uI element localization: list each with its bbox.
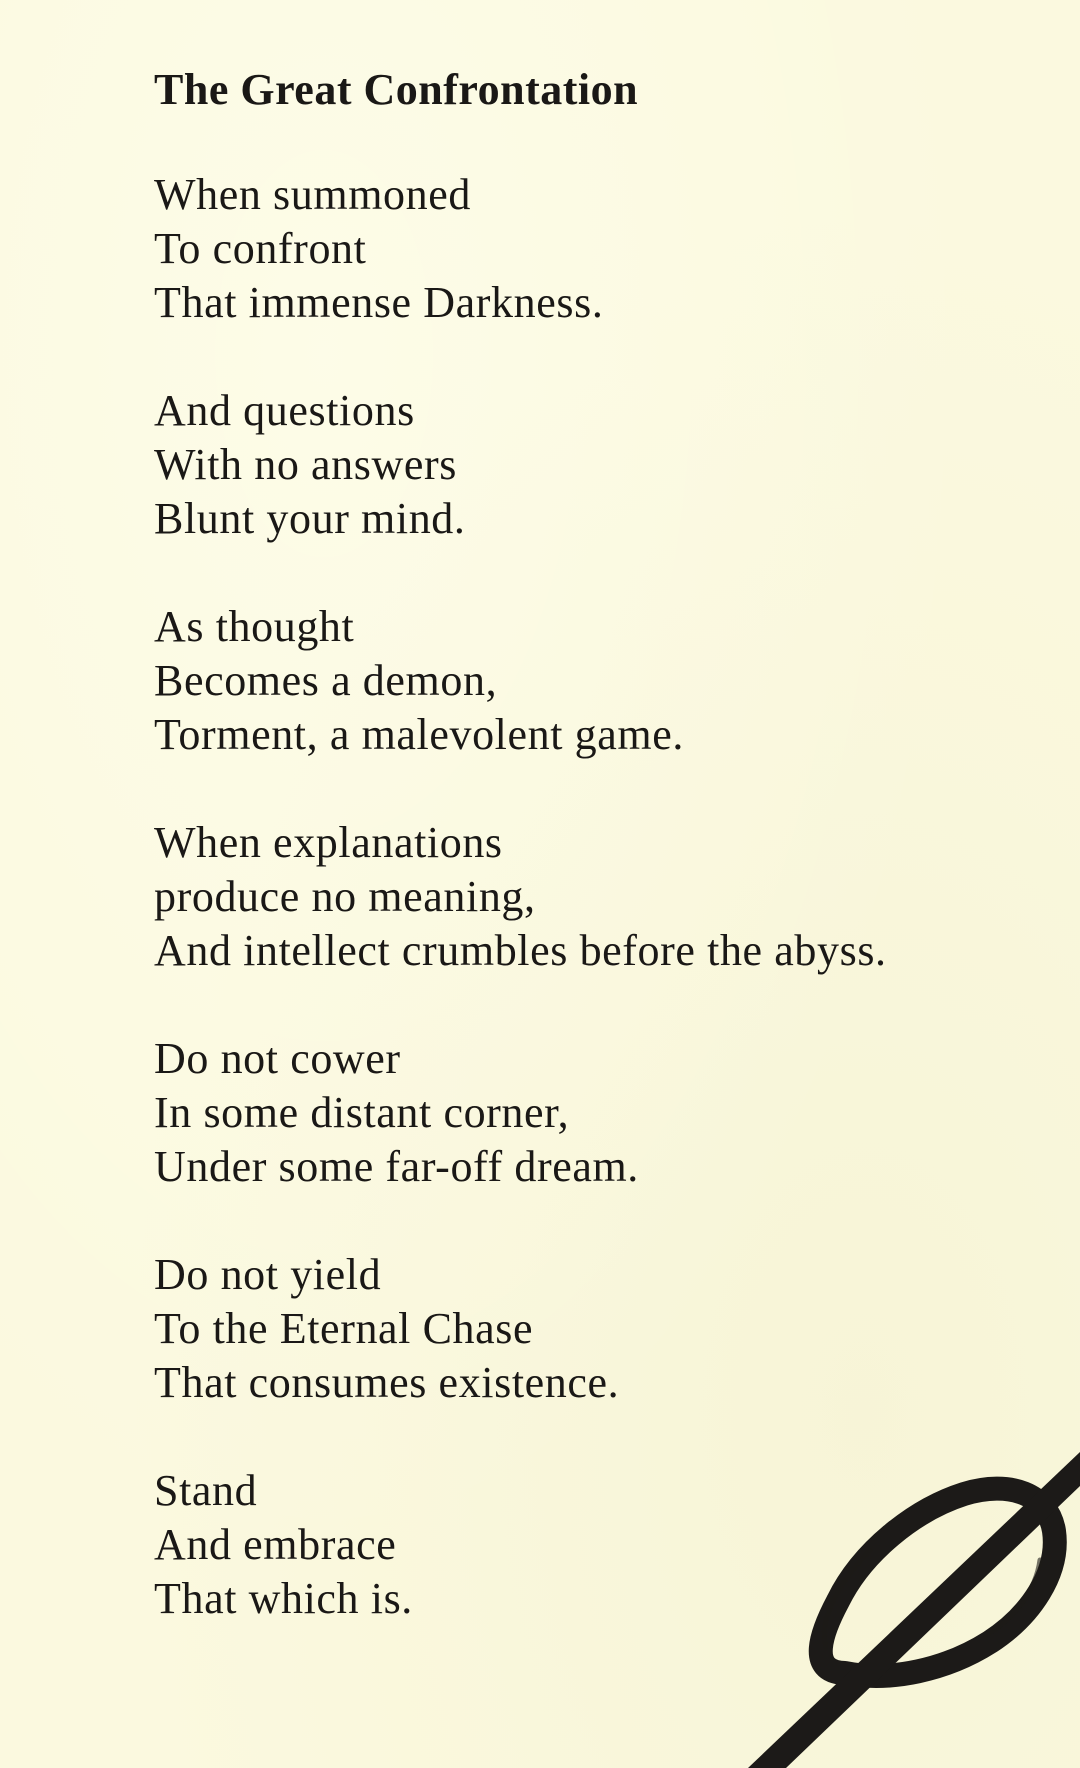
poem-line: That consumes existence. bbox=[154, 1358, 620, 1407]
poem-line: Do not yield bbox=[154, 1250, 382, 1299]
poem-line: Becomes a demon, bbox=[154, 656, 498, 705]
poem-line: And embrace bbox=[154, 1520, 397, 1569]
poem-line: As thought bbox=[154, 602, 355, 651]
stanza-4 bbox=[154, 816, 1014, 978]
stanza-3 bbox=[154, 600, 1014, 762]
poem-line: When explanations bbox=[154, 818, 503, 867]
poem-line: Stand bbox=[154, 1466, 258, 1515]
poem-line: In some distant corner, bbox=[154, 1088, 570, 1137]
poem-line: To the Eternal Chase bbox=[154, 1304, 534, 1353]
poem-line: produce no meaning, bbox=[154, 872, 536, 921]
poem-line: That immense Darkness. bbox=[154, 278, 604, 327]
stanza-2 bbox=[154, 384, 1014, 546]
poem-line: To confront bbox=[154, 224, 367, 273]
poem-line: That which is. bbox=[154, 1574, 413, 1623]
poem-line: And intellect crumbles before the abyss. bbox=[154, 926, 887, 975]
poem-line: With no answers bbox=[154, 440, 457, 489]
stanza-7 bbox=[154, 1464, 1014, 1626]
poem-line: When summoned bbox=[154, 170, 471, 219]
poem bbox=[154, 58, 1014, 1680]
poem-line: Blunt your mind. bbox=[154, 494, 466, 543]
stanza-5 bbox=[154, 1032, 1014, 1194]
poem-line: Torment, a malevolent game. bbox=[154, 710, 684, 759]
poem-line: Under some far-off dream. bbox=[154, 1142, 639, 1191]
stanza-1 bbox=[154, 168, 1014, 330]
poem-title: The Great Confrontation bbox=[154, 65, 639, 114]
stanza-6 bbox=[154, 1248, 1014, 1410]
poem-line: And questions bbox=[154, 386, 415, 435]
poem-line: Do not cower bbox=[154, 1034, 401, 1083]
